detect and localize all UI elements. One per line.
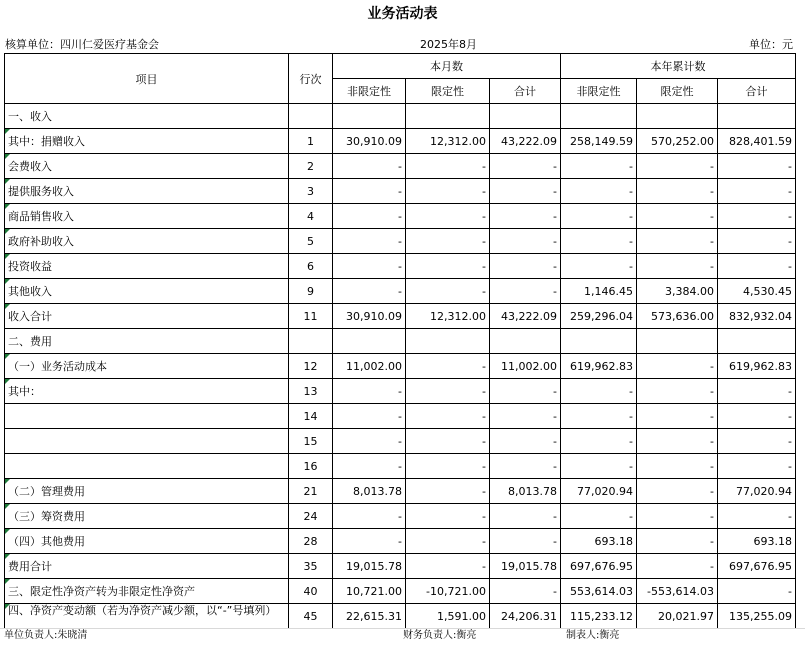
cell-marker-icon: [5, 504, 10, 509]
cell-year-unrestricted[interactable]: 619,962.83: [561, 354, 637, 379]
cell-year-unrestricted[interactable]: -: [561, 154, 637, 179]
cell-month-restricted[interactable]: [406, 329, 490, 354]
cell-month-unrestricted[interactable]: -: [333, 279, 406, 304]
table-row: [5, 504, 796, 529]
header-line-no: 行次: [289, 54, 333, 104]
cell-month-restricted[interactable]: -: [406, 354, 490, 379]
cell-year-unrestricted[interactable]: 77,020.94: [561, 479, 637, 504]
cell-year-unrestricted[interactable]: -: [561, 429, 637, 454]
row-item-label[interactable]: [5, 229, 289, 254]
cell-month-total[interactable]: -: [490, 404, 561, 429]
cell-month-restricted[interactable]: -: [406, 404, 490, 429]
cell-marker-icon: [5, 254, 10, 259]
cell-month-total[interactable]: 19,015.78: [490, 554, 561, 579]
cell-year-restricted[interactable]: -: [637, 204, 718, 229]
cell-month-total[interactable]: -: [490, 279, 561, 304]
header-month-group: 本月数: [333, 54, 561, 79]
row-item-text: 提供服务收入: [8, 185, 74, 198]
cell-marker-icon: [5, 204, 10, 209]
cell-year-restricted[interactable]: -: [637, 229, 718, 254]
report-title: 业务活动表: [367, 6, 438, 22]
cell-year-restricted[interactable]: -: [637, 504, 718, 529]
cell-year-total[interactable]: -: [718, 404, 796, 429]
cell-month-restricted[interactable]: -: [406, 429, 490, 454]
table-row: [5, 254, 796, 279]
cell-year-restricted[interactable]: -: [637, 154, 718, 179]
cell-month-unrestricted[interactable]: 8,013.78: [333, 479, 406, 504]
cell-month-restricted[interactable]: -10,721.00: [406, 579, 490, 604]
cell-marker-icon: [5, 129, 10, 134]
cell-year-restricted[interactable]: [637, 329, 718, 354]
cell-marker-icon: [5, 229, 10, 234]
cell-year-unrestricted[interactable]: -: [561, 504, 637, 529]
row-line-no[interactable]: 5: [289, 229, 333, 254]
header-col-year-restricted: 限定性: [637, 79, 718, 104]
cell-marker-icon: [5, 154, 10, 159]
row-line-no[interactable]: 40: [289, 579, 333, 604]
table-row: [5, 554, 796, 579]
cell-year-restricted[interactable]: 573,636.00: [637, 304, 718, 329]
row-item-text: （二）管理费用: [8, 485, 85, 498]
row-line-no[interactable]: 1: [289, 129, 333, 154]
row-line-no[interactable]: 24: [289, 504, 333, 529]
cell-year-restricted[interactable]: -: [637, 429, 718, 454]
cell-month-restricted[interactable]: -: [406, 554, 490, 579]
cell-month-restricted[interactable]: -: [406, 179, 490, 204]
activity-table: [4, 53, 796, 629]
cell-year-total[interactable]: -: [718, 579, 796, 604]
cell-month-total[interactable]: [490, 329, 561, 354]
cell-year-total[interactable]: -: [718, 154, 796, 179]
cell-year-restricted[interactable]: 20,021.97: [637, 604, 718, 629]
cell-month-total[interactable]: -: [490, 429, 561, 454]
row-item-label[interactable]: [5, 304, 289, 329]
cell-year-total[interactable]: 697,676.95: [718, 554, 796, 579]
table-row: [5, 229, 796, 254]
cell-month-unrestricted[interactable]: 22,615.31: [333, 604, 406, 629]
cell-month-unrestricted[interactable]: -: [333, 204, 406, 229]
row-line-no[interactable]: 45: [289, 604, 333, 629]
cell-month-restricted[interactable]: -: [406, 279, 490, 304]
cell-month-unrestricted[interactable]: -: [333, 429, 406, 454]
cell-month-total[interactable]: -: [490, 179, 561, 204]
row-line-no[interactable]: [289, 329, 333, 354]
header-year-group: 本年累计数: [561, 54, 796, 79]
row-line-no[interactable]: 9: [289, 279, 333, 304]
cell-year-total[interactable]: [718, 104, 796, 129]
cell-year-restricted[interactable]: [637, 104, 718, 129]
cell-year-total[interactable]: -: [718, 229, 796, 254]
cell-month-restricted[interactable]: -: [406, 379, 490, 404]
cell-month-total[interactable]: 43,222.09: [490, 304, 561, 329]
row-line-no[interactable]: 14: [289, 404, 333, 429]
row-item-label[interactable]: [5, 479, 289, 504]
table-row: [5, 379, 796, 404]
cell-month-total[interactable]: -: [490, 204, 561, 229]
table-row: [5, 204, 796, 229]
cell-year-restricted[interactable]: -: [637, 454, 718, 479]
cell-year-unrestricted[interactable]: -: [561, 379, 637, 404]
row-item-text: 二、费用: [8, 335, 52, 348]
cell-month-unrestricted[interactable]: -: [333, 154, 406, 179]
cell-year-total[interactable]: 4,530.45: [718, 279, 796, 304]
row-line-no[interactable]: 2: [289, 154, 333, 179]
row-item-text: （三）筹资费用: [8, 510, 85, 523]
cell-year-total[interactable]: -: [718, 254, 796, 279]
cell-month-restricted[interactable]: -: [406, 229, 490, 254]
header-item: 项目: [5, 54, 289, 104]
row-line-no[interactable]: 6: [289, 254, 333, 279]
row-item-label[interactable]: [5, 529, 289, 554]
cell-year-unrestricted[interactable]: -: [561, 454, 637, 479]
cell-month-unrestricted[interactable]: -: [333, 254, 406, 279]
cell-month-unrestricted[interactable]: 30,910.09: [333, 129, 406, 154]
header-row-1: [5, 54, 796, 79]
row-line-no[interactable]: 28: [289, 529, 333, 554]
cell-year-total[interactable]: 693.18: [718, 529, 796, 554]
table-row: [5, 104, 796, 129]
row-line-no[interactable]: 15: [289, 429, 333, 454]
cell-month-restricted[interactable]: 1,591.00: [406, 604, 490, 629]
cell-year-unrestricted[interactable]: -: [561, 179, 637, 204]
row-line-no[interactable]: 35: [289, 554, 333, 579]
cell-month-restricted[interactable]: 12,312.00: [406, 129, 490, 154]
cell-month-restricted[interactable]: -: [406, 204, 490, 229]
cell-month-unrestricted[interactable]: -: [333, 504, 406, 529]
cell-year-total[interactable]: -: [718, 429, 796, 454]
row-line-no[interactable]: [289, 104, 333, 129]
table-row: [5, 579, 796, 604]
row-item-text: 一、收入: [8, 110, 52, 123]
header-col-year-total: 合计: [718, 79, 796, 104]
cell-year-restricted[interactable]: -: [637, 479, 718, 504]
row-item-label[interactable]: [5, 104, 289, 129]
header-col-year-unrestricted: 非限定性: [561, 79, 637, 104]
cell-year-total[interactable]: 832,932.04: [718, 304, 796, 329]
row-line-no[interactable]: 16: [289, 454, 333, 479]
row-item-label[interactable]: [5, 504, 289, 529]
cell-month-restricted[interactable]: [406, 104, 490, 129]
cell-year-unrestricted[interactable]: 697,676.95: [561, 554, 637, 579]
cell-year-unrestricted[interactable]: 1,146.45: [561, 279, 637, 304]
footer-unit-head: 单位负责人:朱晓清: [4, 630, 88, 641]
row-item-text: 四、净资产变动额（若为净资产减少额，以“-”号填列）: [8, 604, 277, 617]
cell-month-total[interactable]: 43,222.09: [490, 129, 561, 154]
cell-year-restricted[interactable]: -: [637, 554, 718, 579]
cell-marker-icon: [5, 354, 10, 359]
cell-marker-icon: [5, 529, 10, 534]
cell-marker-icon: [5, 279, 10, 284]
row-item-text: 收入合计: [8, 310, 52, 323]
cell-month-unrestricted[interactable]: 19,015.78: [333, 554, 406, 579]
cell-month-total[interactable]: 24,206.31: [490, 604, 561, 629]
cell-month-total[interactable]: -: [490, 229, 561, 254]
row-item-label[interactable]: [5, 579, 289, 604]
table-row: [5, 454, 796, 479]
row-line-no[interactable]: 3: [289, 179, 333, 204]
table-row: [5, 429, 796, 454]
cell-marker-icon: [5, 579, 10, 584]
cell-month-total[interactable]: -: [490, 379, 561, 404]
row-item-label[interactable]: [5, 604, 289, 629]
cell-month-restricted[interactable]: -: [406, 454, 490, 479]
table-row: [5, 354, 796, 379]
cell-month-total[interactable]: [490, 104, 561, 129]
cell-year-unrestricted[interactable]: 259,296.04: [561, 304, 637, 329]
row-item-text: 其他收入: [8, 285, 52, 298]
footer-finance-head: 财务负责人:衡亮: [403, 630, 477, 641]
cell-marker-icon: [5, 604, 10, 609]
row-item-text: 费用合计: [8, 560, 52, 573]
cell-month-unrestricted[interactable]: 30,910.09: [333, 304, 406, 329]
table-row: [5, 129, 796, 154]
cell-month-total[interactable]: -: [490, 504, 561, 529]
header-col-month-unrestricted: 非限定性: [333, 79, 406, 104]
cell-month-total[interactable]: -: [490, 254, 561, 279]
table-row: [5, 404, 796, 429]
row-item-label[interactable]: [5, 329, 289, 354]
row-item-label[interactable]: [5, 554, 289, 579]
cell-year-unrestricted[interactable]: 553,614.03: [561, 579, 637, 604]
table-row: [5, 304, 796, 329]
cell-year-total[interactable]: -: [718, 504, 796, 529]
row-item-label[interactable]: [5, 404, 289, 429]
cell-year-restricted[interactable]: 3,384.00: [637, 279, 718, 304]
cell-year-total[interactable]: -: [718, 204, 796, 229]
cell-month-restricted[interactable]: -: [406, 504, 490, 529]
row-line-no[interactable]: 4: [289, 204, 333, 229]
cell-year-restricted[interactable]: -553,614.03: [637, 579, 718, 604]
row-item-text: 其中：捐赠收入: [8, 135, 85, 148]
footer-preparer: 制表人:衡亮: [566, 630, 620, 641]
cell-month-unrestricted[interactable]: -: [333, 529, 406, 554]
cell-month-total[interactable]: 11,002.00: [490, 354, 561, 379]
cell-year-total[interactable]: [718, 329, 796, 354]
table-row: [5, 329, 796, 354]
row-item-text: （四）其他费用: [8, 535, 85, 548]
cell-month-unrestricted[interactable]: [333, 329, 406, 354]
cell-month-unrestricted[interactable]: -: [333, 454, 406, 479]
org-label: 核算单位：四川仁爱医疗基金会: [5, 38, 159, 51]
period-label: 2025年8月: [420, 38, 477, 51]
table-row: [5, 179, 796, 204]
row-item-text: 政府补助收入: [8, 235, 74, 248]
row-line-no[interactable]: 13: [289, 379, 333, 404]
cell-year-unrestricted[interactable]: 115,233.12: [561, 604, 637, 629]
cell-year-restricted[interactable]: -: [637, 254, 718, 279]
cell-year-restricted[interactable]: -: [637, 379, 718, 404]
cell-year-total[interactable]: -: [718, 379, 796, 404]
cell-month-restricted[interactable]: -: [406, 479, 490, 504]
cell-year-unrestricted[interactable]: -: [561, 404, 637, 429]
cell-year-total[interactable]: -: [718, 454, 796, 479]
cell-marker-icon: [5, 479, 10, 484]
row-item-text: 其中：: [8, 385, 41, 398]
cell-year-unrestricted[interactable]: [561, 104, 637, 129]
cell-month-unrestricted[interactable]: -: [333, 229, 406, 254]
cell-year-restricted[interactable]: -: [637, 404, 718, 429]
cell-year-unrestricted[interactable]: -: [561, 204, 637, 229]
cell-year-restricted[interactable]: -: [637, 529, 718, 554]
cell-year-restricted[interactable]: -: [637, 179, 718, 204]
cell-year-total[interactable]: 77,020.94: [718, 479, 796, 504]
table-row: [5, 529, 796, 554]
cell-marker-icon: [5, 554, 10, 559]
row-line-no[interactable]: 21: [289, 479, 333, 504]
cell-month-unrestricted[interactable]: -: [333, 179, 406, 204]
header-col-month-restricted: 限定性: [406, 79, 490, 104]
row-item-label[interactable]: [5, 454, 289, 479]
cell-year-unrestricted[interactable]: -: [561, 254, 637, 279]
row-item-label[interactable]: [5, 254, 289, 279]
row-item-label[interactable]: [5, 429, 289, 454]
row-item-label[interactable]: [5, 179, 289, 204]
cell-month-unrestricted[interactable]: 11,002.00: [333, 354, 406, 379]
cell-month-unrestricted[interactable]: [333, 104, 406, 129]
row-item-label[interactable]: [5, 154, 289, 179]
table-row: [5, 604, 796, 629]
row-item-label[interactable]: [5, 379, 289, 404]
cell-year-unrestricted[interactable]: [561, 329, 637, 354]
cell-month-total[interactable]: -: [490, 579, 561, 604]
cell-month-restricted[interactable]: -: [406, 254, 490, 279]
cell-month-unrestricted[interactable]: -: [333, 379, 406, 404]
cell-month-unrestricted[interactable]: 10,721.00: [333, 579, 406, 604]
row-item-text: 商品销售收入: [8, 210, 74, 223]
cell-year-total[interactable]: 135,255.09: [718, 604, 796, 629]
row-item-text: 会费收入: [8, 160, 52, 173]
cell-month-total[interactable]: -: [490, 529, 561, 554]
cell-marker-icon: [5, 179, 10, 184]
cell-year-total[interactable]: -: [718, 179, 796, 204]
row-item-label[interactable]: [5, 354, 289, 379]
cell-month-total[interactable]: -: [490, 454, 561, 479]
row-item-label[interactable]: [5, 129, 289, 154]
cell-year-unrestricted[interactable]: -: [561, 229, 637, 254]
cell-marker-icon: [5, 304, 10, 309]
cell-year-unrestricted[interactable]: 258,149.59: [561, 129, 637, 154]
cell-year-restricted[interactable]: 570,252.00: [637, 129, 718, 154]
cell-year-total[interactable]: 828,401.59: [718, 129, 796, 154]
row-item-text: 三、限定性净资产转为非限定性净资产: [8, 585, 195, 598]
table-row: [5, 279, 796, 304]
cell-month-total[interactable]: -: [490, 154, 561, 179]
row-line-no[interactable]: 11: [289, 304, 333, 329]
row-item-text: （一）业务活动成本: [8, 360, 107, 373]
cell-month-unrestricted[interactable]: -: [333, 404, 406, 429]
table-row: [5, 479, 796, 504]
cell-month-total[interactable]: 8,013.78: [490, 479, 561, 504]
row-item-text: 投资收益: [8, 260, 52, 273]
row-item-label[interactable]: [5, 279, 289, 304]
cell-year-total[interactable]: 619,962.83: [718, 354, 796, 379]
table-row: [5, 154, 796, 179]
cell-month-restricted[interactable]: -: [406, 529, 490, 554]
cell-marker-icon: [5, 379, 10, 384]
row-line-no[interactable]: 12: [289, 354, 333, 379]
cell-year-unrestricted[interactable]: 693.18: [561, 529, 637, 554]
cell-month-restricted[interactable]: 12,312.00: [406, 304, 490, 329]
row-item-label[interactable]: [5, 204, 289, 229]
header-col-month-total: 合计: [490, 79, 561, 104]
cell-year-restricted[interactable]: -: [637, 354, 718, 379]
unit-label: 单位：元: [749, 38, 793, 51]
cell-month-restricted[interactable]: -: [406, 154, 490, 179]
